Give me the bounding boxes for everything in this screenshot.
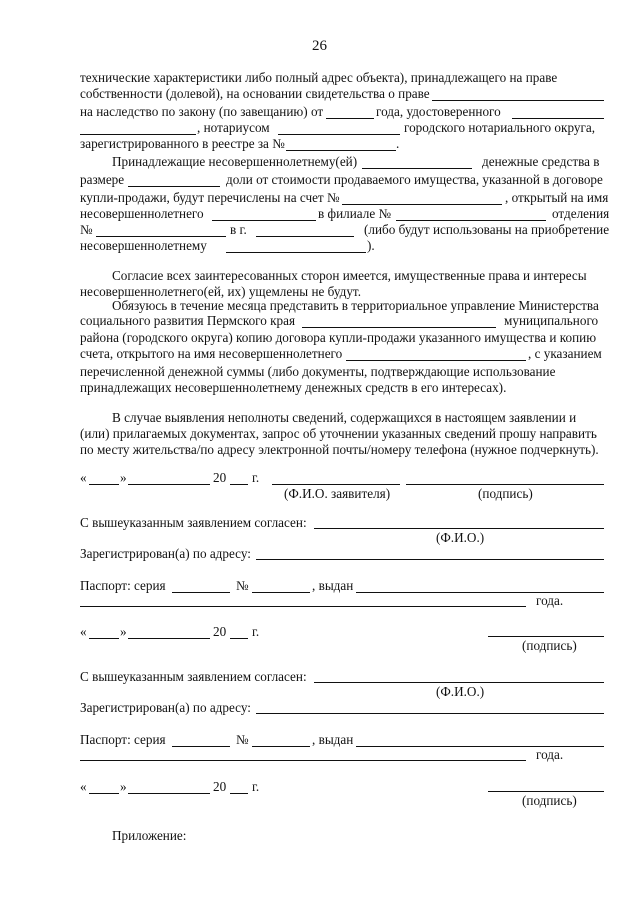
p1-line-3b: года, удостоверенного bbox=[376, 104, 501, 119]
consent1-date-year-prefix: 20 bbox=[213, 624, 227, 639]
consent2-date-year-suffix: г. bbox=[252, 779, 260, 794]
consent1-date-open-quote: « bbox=[80, 624, 87, 639]
p1-blank-date[interactable] bbox=[326, 118, 374, 119]
p1-line-3a: на наследство по закону (по завещанию) от bbox=[80, 104, 324, 119]
consent2-fio-caption: (Ф.И.О.) bbox=[436, 684, 485, 699]
date-year-blank[interactable] bbox=[230, 484, 248, 485]
consent2-series-field[interactable] bbox=[172, 746, 230, 747]
date-day-blank[interactable] bbox=[89, 484, 119, 485]
p1-blank-certificate[interactable] bbox=[432, 100, 604, 101]
p2-line-4c: отделения bbox=[552, 206, 610, 221]
p1-blank-registry[interactable] bbox=[286, 150, 396, 151]
p2-line-6a: несовершеннолетнему bbox=[80, 238, 207, 253]
consent1-registered-label: Зарегистрирован(а) по адресу: bbox=[80, 546, 251, 561]
p2-line-5b: в г. bbox=[230, 222, 247, 237]
consent1-number-field[interactable] bbox=[252, 592, 310, 593]
p2-line-3b: , открытый на имя bbox=[505, 190, 609, 205]
consent1-date-year-suffix: г. bbox=[252, 624, 260, 639]
consent2-registered-label: Зарегистрирован(а) по адресу: bbox=[80, 700, 251, 715]
p4-blank-minor-account[interactable] bbox=[346, 360, 526, 361]
p2-blank-dept[interactable] bbox=[96, 236, 226, 237]
consent1-issued-label: , выдан bbox=[312, 578, 354, 593]
p2-line-1a: Принадлежащие несовершеннолетнему(ей) bbox=[112, 154, 358, 169]
consent2-issued-label: , выдан bbox=[312, 732, 354, 747]
date-month-blank[interactable] bbox=[128, 484, 210, 485]
consent2-number-field[interactable] bbox=[252, 746, 310, 747]
consent1-date-month-blank[interactable] bbox=[128, 638, 210, 639]
p2-line-3a: купли-продажи, будут перечислены на счет № bbox=[80, 190, 340, 205]
consent2-issued-field-2[interactable] bbox=[80, 760, 526, 761]
consent1-sign-field[interactable] bbox=[488, 636, 604, 637]
consent2-passport-label: Паспорт: серия bbox=[80, 732, 166, 747]
p2-line-4b: в филиале № bbox=[318, 206, 392, 221]
p2-blank-minor-name[interactable] bbox=[212, 220, 316, 221]
p4-line-2a: социального развития Пермского края bbox=[80, 313, 296, 328]
date-open-quote: « bbox=[80, 470, 87, 485]
p2-line-2b: доли от стоимости продаваемого имущества, указанной в договоре bbox=[226, 172, 603, 187]
p2-blank-branch[interactable] bbox=[396, 220, 546, 221]
date-year-prefix: 20 bbox=[213, 470, 227, 485]
p2-line-5c: (либо будут использованы на приобретение bbox=[364, 222, 610, 237]
consent1-year-word: года. bbox=[536, 593, 564, 608]
p2-line-4a: несовершеннолетнего bbox=[80, 206, 204, 221]
p4-line-1: Обязуюсь в течение месяца представить в территориальное управление Министерства bbox=[112, 298, 599, 313]
p2-line-5a: № bbox=[80, 222, 93, 237]
applicant-sign-field[interactable] bbox=[406, 484, 604, 485]
consent1-fio-caption: (Ф.И.О.) bbox=[436, 530, 485, 545]
consent2-address-field[interactable] bbox=[256, 713, 604, 714]
consent2-date-close-quote: » bbox=[120, 779, 127, 794]
consent2-fio-field[interactable] bbox=[314, 682, 604, 683]
p2-blank-account[interactable] bbox=[342, 204, 502, 205]
p3-line-2: несовершеннолетнего(ей, их) ущемлены не будут. bbox=[80, 284, 361, 299]
p2-blank-minor[interactable] bbox=[362, 168, 472, 169]
consent1-issued-field-2[interactable] bbox=[80, 606, 526, 607]
p1-blank-certified-by[interactable] bbox=[512, 118, 604, 119]
p2-blank-city[interactable] bbox=[256, 236, 354, 237]
consent2-number-label: № bbox=[236, 732, 249, 747]
consent1-fio-field[interactable] bbox=[314, 528, 604, 529]
consent1-sign-caption: (подпись) bbox=[522, 638, 577, 653]
consent2-year-word: года. bbox=[536, 747, 564, 762]
consent2-date-day-blank[interactable] bbox=[89, 793, 119, 794]
p4-line-4a: счета, открытого на имя несовершеннолетнего bbox=[80, 346, 343, 361]
applicant-fio-caption: (Ф.И.О. заявителя) bbox=[284, 486, 391, 501]
p1-line-4b: городского нотариального округа, bbox=[404, 120, 596, 135]
consent1-address-field[interactable] bbox=[256, 559, 604, 560]
consent2-date-year-blank[interactable] bbox=[230, 793, 248, 794]
applicant-sign-caption: (подпись) bbox=[478, 486, 533, 501]
p2-line-2a: размере bbox=[80, 172, 125, 187]
attachment-label: Приложение: bbox=[112, 828, 187, 843]
consent2-agree-label: С вышеуказанным заявлением согласен: bbox=[80, 669, 307, 684]
page-number: 26 bbox=[312, 38, 327, 54]
p5-line-2: (или) прилагаемых документах, запрос об уточнении указанных сведений прошу направить bbox=[80, 426, 597, 441]
date-year-suffix: г. bbox=[252, 470, 260, 485]
p4-line-4b: , с указанием bbox=[528, 346, 602, 361]
consent1-series-field[interactable] bbox=[172, 592, 230, 593]
p5-line-3: по месту жительства/по адресу электронной почты/номеру телефона (нужное подчеркнуть). bbox=[80, 442, 599, 457]
p1-blank-certified-by-2[interactable] bbox=[80, 134, 196, 135]
consent2-issued-field[interactable] bbox=[356, 746, 604, 747]
p1-line-5-end: . bbox=[396, 136, 400, 151]
p4-blank-territorial[interactable] bbox=[302, 327, 496, 328]
consent2-date-open-quote: « bbox=[80, 779, 87, 794]
p1-line-1: технические характеристики либо полный адрес объекта), принадлежащего на праве bbox=[80, 70, 558, 85]
p2-blank-purchase[interactable] bbox=[226, 252, 366, 253]
consent1-number-label: № bbox=[236, 578, 249, 593]
p4-line-5: перечисленной денежной суммы (либо документы, подтверждающие использование bbox=[80, 364, 556, 379]
p5-line-1: В случае выявления неполноты сведений, содержащихся в настоящем заявлении и bbox=[112, 410, 577, 425]
p2-blank-share[interactable] bbox=[128, 186, 220, 187]
p4-line-3: района (городского округа) копию договора купли-продажи указанного имущества и копию bbox=[80, 330, 597, 345]
consent2-sign-field[interactable] bbox=[488, 791, 604, 792]
consent1-passport-label: Паспорт: серия bbox=[80, 578, 166, 593]
p2-line-1b: денежные средства в bbox=[482, 154, 600, 169]
consent1-date-day-blank[interactable] bbox=[89, 638, 119, 639]
p1-blank-notary[interactable] bbox=[278, 134, 400, 135]
p1-line-5: зарегистрированного в реестре за № bbox=[80, 136, 285, 151]
p2-line-6b: ). bbox=[367, 238, 375, 253]
consent2-date-month-blank[interactable] bbox=[128, 793, 210, 794]
consent1-agree-label: С вышеуказанным заявлением согласен: bbox=[80, 515, 307, 530]
p1-line-4: , нотариусом bbox=[197, 120, 270, 135]
p4-line-6: принадлежащих несовершеннолетнему денежных средств в его интересах). bbox=[80, 380, 507, 395]
consent2-sign-caption: (подпись) bbox=[522, 793, 577, 808]
applicant-fio-field[interactable] bbox=[272, 484, 400, 485]
consent1-date-year-blank[interactable] bbox=[230, 638, 248, 639]
p1-line-2: собственности (долевой), на основании свидетельства о праве bbox=[80, 86, 430, 101]
p3-line-1: Согласие всех заинтересованных сторон имеется, имущественные права и интересы bbox=[112, 268, 587, 283]
date-close-quote: » bbox=[120, 470, 127, 485]
consent1-date-close-quote: » bbox=[120, 624, 127, 639]
consent2-date-year-prefix: 20 bbox=[213, 779, 227, 794]
consent1-issued-field[interactable] bbox=[356, 592, 604, 593]
p4-line-2b: муниципального bbox=[504, 313, 599, 328]
